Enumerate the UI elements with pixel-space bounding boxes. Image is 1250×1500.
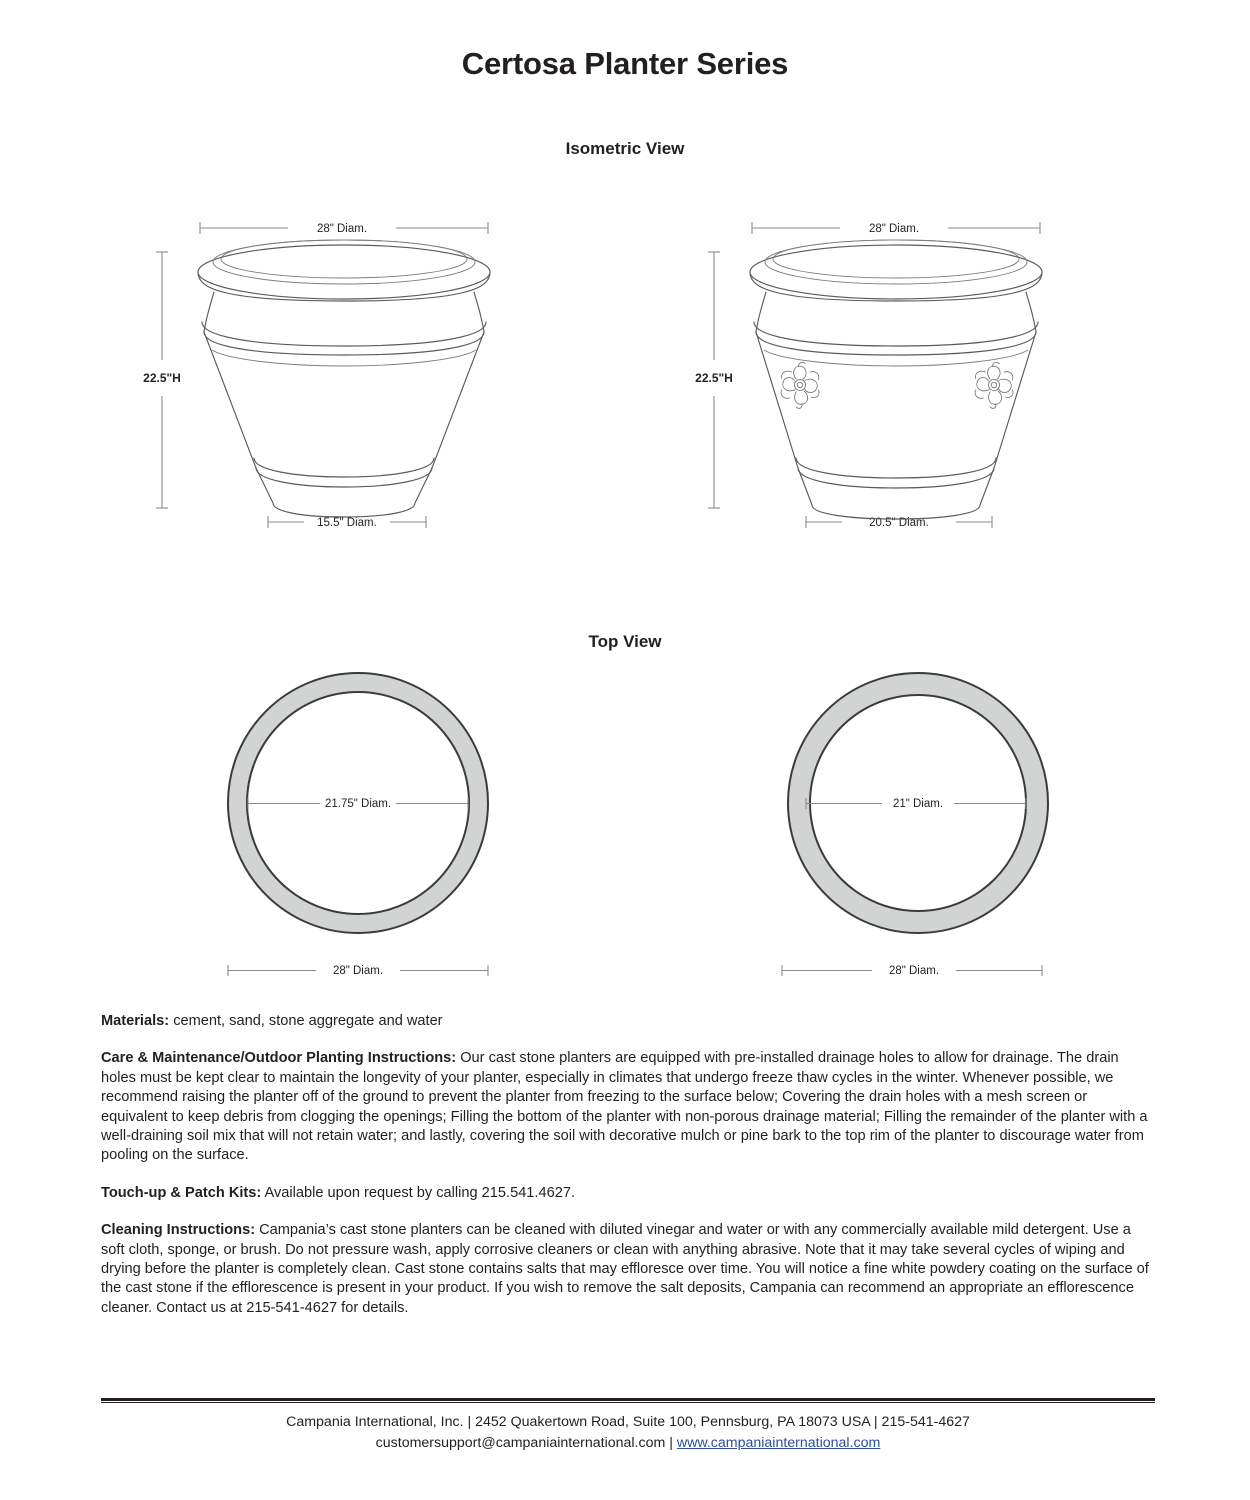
dimension-top-diameter-rosette bbox=[752, 222, 1040, 235]
dimension-label-base-diameter-plain: 15.5" Diam. bbox=[317, 517, 377, 529]
top-view-plain bbox=[178, 660, 538, 990]
top-view-heading: Top View bbox=[588, 632, 662, 651]
cleaning-label: Cleaning Instructions: bbox=[101, 1222, 256, 1239]
footer-address-line: Campania International, Inc. | 2452 Quakertown Road, Suite 100, Pennsburg, PA 18073 USA | 215-541-4627 bbox=[286, 1414, 970, 1431]
dimension-label-top-diameter-plain: 28" Diam. bbox=[316, 223, 368, 235]
footer-separator: | bbox=[665, 1435, 677, 1452]
dimension-base-diameter-rosette bbox=[806, 516, 992, 529]
rosette-medallion-right bbox=[975, 362, 1013, 408]
care-text: Our cast stone planters are equipped with pre-installed drainage holes to allow for drainage. The drain holes must be kept clear to maintain the longevity of your planter, especially in climates that undergo freeze thaw cycles in the winter. Whenever possible, we recommend raising the planter off of the ground to prevent the planter from freezing to the surface below; Covering the drain holes with a mesh screen or equivalent to keep debris from clogging the openings; Filling the bottom of the planter with non-porous drainage material; Filling the remainder of the planter with a well-draining soil mix that will not retain water; and lastly, covering the soil with decorative mulch or pine bark to the top rim of the planter to discourage water from pooling on the surface. bbox=[101, 1050, 1148, 1164]
top-view-rosette bbox=[738, 660, 1098, 990]
footer-email[interactable]: customersupport@campaniainternational.com bbox=[375, 1435, 666, 1452]
dimension-label-height-plain: 22.5"H bbox=[143, 371, 181, 385]
cleaning-paragraph bbox=[101, 1221, 1155, 1318]
dimension-top-diameter-plain bbox=[200, 222, 488, 235]
dimension-height-rosette bbox=[695, 252, 733, 508]
footer-divider-thin bbox=[101, 1402, 1155, 1403]
dimension-label-inner-diameter-rosette: 21" Diam. bbox=[892, 798, 944, 810]
dimension-label-base-diameter-rosette: 20.5" Diam. bbox=[869, 517, 929, 529]
cleaning-text: Campania’s cast stone planters can be cleaned with diluted vinegar and water or with any commercially available mild detergent. Use a soft cloth, sponge, or brush. Do not pressure wash, apply corrosive cleaners or clean with anything abrasive. Note that it may take several cycles of wiping and drying before the planter is completely clean. Cast stone contains salts that may effloresce over time. You will notice a fine white powdery coating on the surface of the cast stone if the efflorescence is present in your product. If you wish to remove the salt deposits, Campania can recommend an appropriate an efflorescence cleaner. Contact us at 215-541-4627 for details. bbox=[101, 1222, 1149, 1316]
dimension-label-top-diameter-rosette: 28" Diam. bbox=[868, 223, 920, 235]
dimension-outer-diameter-rosette bbox=[782, 965, 1042, 977]
dimension-label-outer-diameter-rosette: 28" Diam. bbox=[888, 965, 940, 977]
planter-body-plain bbox=[198, 240, 490, 517]
page-footer bbox=[101, 1398, 1155, 1454]
touchup-label: Touch-up & Patch Kits: bbox=[101, 1184, 262, 1201]
dimension-label-outer-diameter-plain: 28" Diam. bbox=[332, 965, 384, 977]
footer-email-line bbox=[101, 1433, 1155, 1454]
touchup-text: Available upon request by calling 215.541.4627. bbox=[261, 1184, 576, 1201]
dimension-label-inner-diameter-plain: 21.75" Diam. bbox=[324, 798, 392, 810]
isometric-view-heading: Isometric View bbox=[565, 139, 685, 158]
instructions-body bbox=[101, 1012, 1155, 1318]
footer-contact bbox=[101, 1412, 1155, 1454]
dimension-outer-diameter-plain bbox=[228, 965, 488, 977]
materials-paragraph bbox=[101, 1012, 1155, 1031]
dimension-base-diameter-plain bbox=[268, 516, 426, 529]
care-label: Care & Maintenance/Outdoor Planting Instructions: bbox=[101, 1050, 457, 1067]
materials-text: cement, sand, stone aggregate and water bbox=[169, 1013, 443, 1029]
dimension-label-height-rosette: 22.5"H bbox=[695, 371, 733, 385]
footer-website-link[interactable]: www.campaniainternational.com bbox=[676, 1435, 881, 1452]
dimension-height-plain bbox=[143, 252, 181, 508]
isometric-drawing-rosette bbox=[690, 200, 1120, 550]
touchup-paragraph bbox=[101, 1184, 1155, 1203]
care-paragraph bbox=[101, 1049, 1155, 1165]
isometric-drawing-plain bbox=[128, 200, 558, 550]
materials-label: Materials: bbox=[101, 1013, 170, 1029]
rosette-medallion-left bbox=[781, 362, 819, 408]
page-title: Certosa Planter Series bbox=[461, 46, 789, 81]
